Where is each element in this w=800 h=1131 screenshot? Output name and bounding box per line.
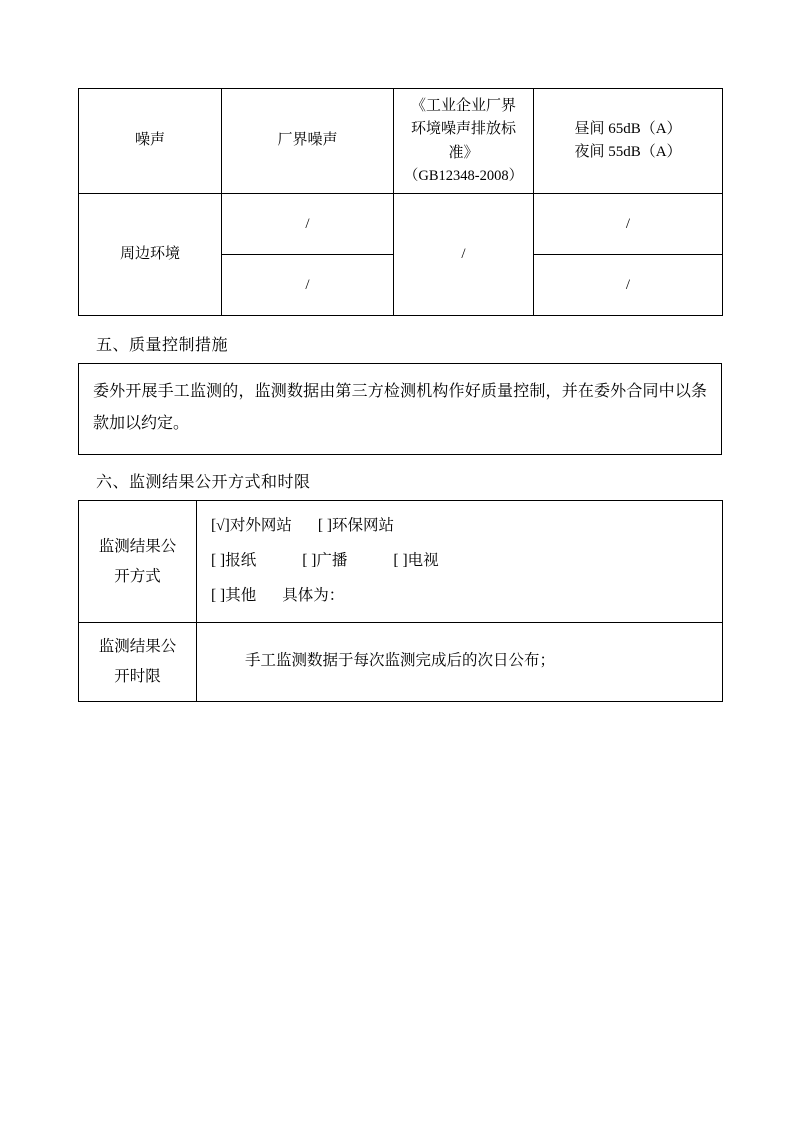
cell-category: 噪声 — [79, 89, 222, 194]
deadline-text: 手工监测数据于每次监测完成后的次日公布； — [245, 652, 556, 670]
cell-limit: / — [534, 255, 723, 316]
option-row-1 — [211, 509, 708, 544]
section-title-quality-control: 五、质量控制措施 — [96, 337, 229, 355]
table-row — [79, 622, 723, 701]
option-row-2 — [211, 544, 708, 579]
standard-line-4: （GB12348-2008） — [403, 167, 524, 184]
option-broadcast[interactable]: [ ]广播 — [302, 552, 348, 570]
standard-line-1: 《工业企业厂界 — [410, 98, 516, 114]
quality-control-text-box: 委外开展手工监测的，监测数据由第三方检测机构作好质量控制，并在委外合同中以条款加以约定。 — [78, 363, 722, 455]
deadline-label-line-1: 监测结果公 — [98, 638, 177, 656]
limit-line-day: 昼间 65dB（A） — [574, 120, 682, 137]
table-row — [79, 89, 723, 194]
option-external-website[interactable]: [√]对外网站 — [211, 517, 292, 535]
cell-deadline-value — [197, 622, 723, 701]
option-other[interactable]: [ ]其他 — [211, 586, 257, 604]
cell-limit — [534, 89, 723, 194]
cell-item: / — [222, 194, 394, 255]
monitoring-standards-table — [78, 88, 723, 316]
standard-line-3: 准》 — [448, 144, 479, 161]
option-other-detail-label: 具体为： — [282, 586, 345, 604]
table-row — [79, 194, 723, 255]
table-row — [79, 501, 723, 623]
cell-method-label — [79, 501, 197, 623]
cell-limit: / — [534, 194, 723, 255]
disclosure-table — [78, 500, 723, 702]
cell-standard: / — [394, 194, 534, 316]
deadline-label-line-2: 开时限 — [114, 667, 161, 685]
option-newspaper[interactable]: [ ]报纸 — [211, 552, 257, 570]
cell-item: 厂界噪声 — [222, 89, 394, 194]
cell-standard — [394, 89, 534, 194]
standard-line-2: 环境噪声排放标 — [410, 121, 516, 138]
cell-category: 周边环境 — [79, 194, 222, 316]
option-tv[interactable]: [ ]电视 — [393, 552, 439, 570]
section-title-disclosure: 六、监测结果公开方式和时限 — [96, 474, 311, 492]
option-env-website[interactable]: [ ]环保网站 — [317, 517, 395, 535]
option-row-3 — [211, 579, 708, 614]
method-label-line-1: 监测结果公 — [98, 538, 177, 556]
limit-line-night: 夜间 55dB（A） — [574, 144, 682, 161]
cell-deadline-label — [79, 622, 197, 701]
cell-item: / — [222, 255, 394, 316]
method-label-line-2: 开方式 — [114, 567, 161, 585]
cell-method-options — [197, 501, 723, 623]
